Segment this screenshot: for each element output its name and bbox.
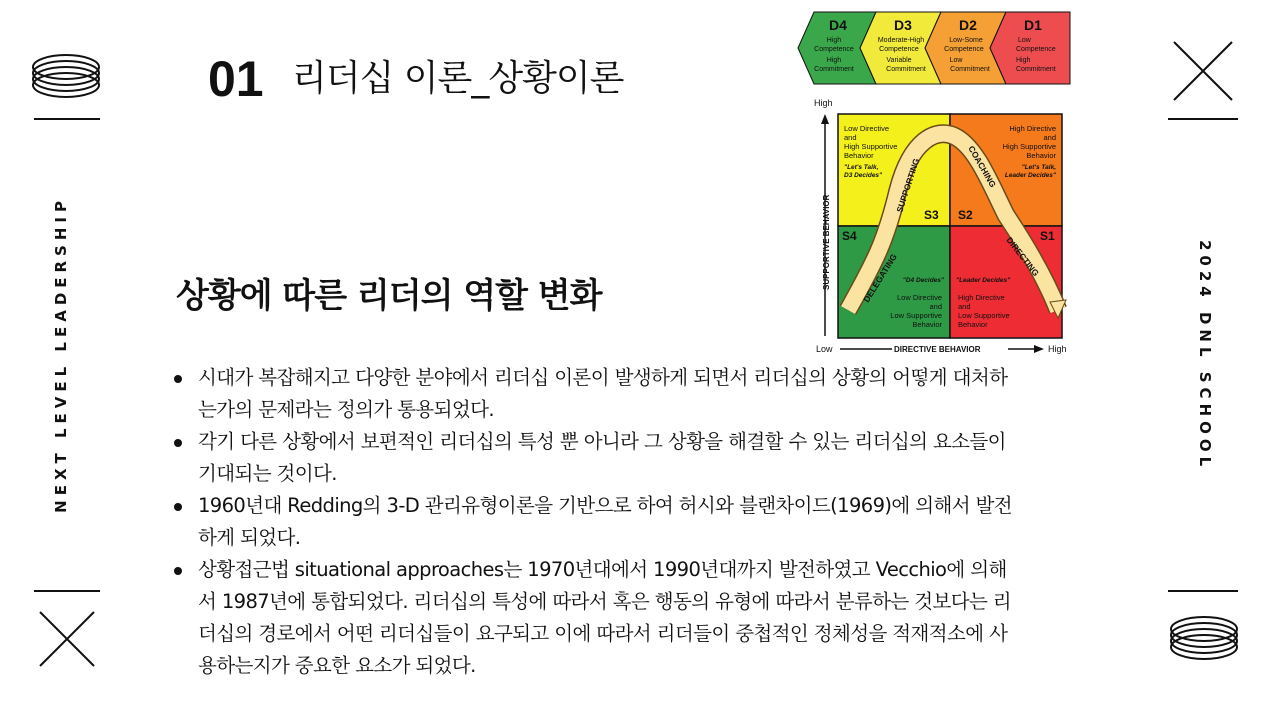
- quadrant-label: S3: [924, 208, 939, 222]
- svg-text:Low Supportive: Low Supportive: [958, 311, 1010, 320]
- svg-text:High: High: [1016, 57, 1031, 64]
- svg-text:"Leader Decides": "Leader Decides": [956, 277, 1011, 284]
- svg-text:Variable: Variable: [886, 57, 912, 64]
- situational-leadership-diagram: [796, 10, 1076, 360]
- svg-text:"Let's Talk,: "Let's Talk,: [844, 164, 879, 171]
- x-axis-low-label: Low: [816, 344, 833, 354]
- list-item: 상황접근법 situational approaches는 1970년대에서 1990년대까지 발전하였고 Vecchio에 의해 서 1987년에 통합되었다. 리더십의 특성에 따라서 혹은 행동의 유형에 따라서 분류하는 것보다는 리 더십의 경로에서 어떤 리더십들이 요구되고 이에 따라서 리더들이 중첩적인 정체성을 적재적소에 사 용하는지가 중요한 요소가 되었다.: [172, 554, 1112, 682]
- svg-text:and: and: [958, 302, 971, 311]
- svg-text:Behavior: Behavior: [958, 320, 988, 329]
- divider-line: [1168, 590, 1238, 592]
- svg-text:Leader Decides": Leader Decides": [1004, 172, 1056, 179]
- svg-text:Low-Some: Low-Some: [949, 37, 983, 44]
- x-axis-label: DIRECTIVE BEHAVIOR: [894, 345, 981, 354]
- svg-text:High: High: [826, 57, 842, 64]
- svg-text:"Let's Talk,: "Let's Talk,: [1021, 164, 1056, 171]
- svg-text:Commitment: Commitment: [950, 66, 990, 73]
- svg-text:Low: Low: [949, 57, 963, 64]
- divider-line: [34, 590, 100, 592]
- svg-text:and: and: [844, 133, 857, 142]
- svg-text:Low Supportive: Low Supportive: [890, 311, 942, 320]
- side-label-left: NEXT LEVEL LEADERSHIP: [52, 196, 70, 513]
- svg-text:Low: Low: [1018, 37, 1031, 44]
- dev-level-code: D4: [829, 17, 847, 33]
- divider-line: [34, 118, 100, 120]
- svg-text:Commitment: Commitment: [814, 66, 854, 73]
- curve-label-coaching: COACHING: [966, 144, 999, 190]
- section-number: 01: [208, 51, 264, 107]
- quadrant-label: S2: [958, 208, 973, 222]
- y-axis-high-label: High: [814, 98, 833, 108]
- dev-level-code: D2: [959, 17, 977, 33]
- svg-text:Low Directive: Low Directive: [844, 124, 890, 133]
- svg-text:High Directive: High Directive: [958, 293, 1005, 302]
- bullet-dot: [174, 503, 182, 511]
- svg-text:Competence: Competence: [814, 46, 854, 53]
- quadrant-label: S1: [1040, 229, 1055, 243]
- curve-label-delegating: DELEGATING: [861, 252, 899, 305]
- list-item: 시대가 복잡해지고 다양한 분야에서 리더십 이론이 발생하게 되면서 리더십의 상황의 어떻게 대처하 는가의 문제라는 정의가 통용되었다.: [172, 362, 1112, 426]
- svg-text:Competence: Competence: [944, 46, 984, 53]
- dev-level-code: D1: [1024, 17, 1042, 33]
- section-heading: 상황에 따른 리더의 역할 변화: [176, 276, 602, 316]
- svg-text:Moderate-High: Moderate-High: [877, 37, 925, 44]
- curve-label-supporting: SUPPORTING: [894, 157, 922, 214]
- svg-text:Competence: Competence: [879, 46, 919, 53]
- svg-text:Competence: Competence: [1016, 46, 1056, 53]
- cross-icon: [1172, 40, 1234, 102]
- svg-text:High Supportive: High Supportive: [1002, 142, 1056, 151]
- svg-text:High Directive: High Directive: [1009, 124, 1056, 133]
- svg-text:Behavior: Behavior: [912, 320, 942, 329]
- svg-text:Behavior: Behavior: [1026, 151, 1056, 160]
- bullet-list: [172, 362, 1112, 682]
- svg-text:Behavior: Behavior: [844, 151, 874, 160]
- cross-icon: [38, 610, 96, 668]
- dev-level-code: D3: [894, 17, 912, 33]
- y-axis-label: SUPPORTIVE BEHAVIOR: [822, 194, 831, 290]
- divider-line: [1168, 118, 1238, 120]
- page-title: 리더십 이론_상황이론: [292, 58, 624, 99]
- svg-text:and: and: [1043, 133, 1056, 142]
- development-levels-bar: [798, 12, 1070, 84]
- svg-text:Low Directive: Low Directive: [896, 293, 942, 302]
- svg-text:High Supportive: High Supportive: [844, 142, 898, 151]
- side-label-right: 2024 DNL SCHOOL: [1196, 240, 1214, 472]
- svg-text:Commitment: Commitment: [1016, 66, 1056, 73]
- quadrant-label: S4: [842, 229, 857, 243]
- svg-text:D3 Decides": D3 Decides": [844, 172, 883, 179]
- x-axis-high-label: High: [1048, 344, 1067, 354]
- svg-text:and: and: [929, 302, 942, 311]
- svg-text:"D4 Decides": "D4 Decides": [902, 277, 944, 284]
- bullet-dot: [174, 567, 182, 575]
- svg-text:High: High: [826, 37, 842, 44]
- rings-icon: [30, 52, 102, 98]
- bullet-dot: [174, 375, 182, 383]
- rings-icon: [1168, 614, 1240, 662]
- svg-text:Commitment: Commitment: [886, 66, 926, 73]
- list-item: 1960년대 Redding의 3-D 관리유형이론을 기반으로 하여 허시와 블랜차이드(1969)에 의해서 발전 하게 되었다.: [172, 490, 1112, 554]
- bullet-dot: [174, 439, 182, 447]
- curve-label-directing: DIRECTING: [1004, 235, 1042, 279]
- list-item: 각기 다른 상황에서 보편적인 리더십의 특성 뿐 아니라 그 상황을 해결할 수 있는 리더십의 요소들이 기대되는 것이다.: [172, 426, 1112, 490]
